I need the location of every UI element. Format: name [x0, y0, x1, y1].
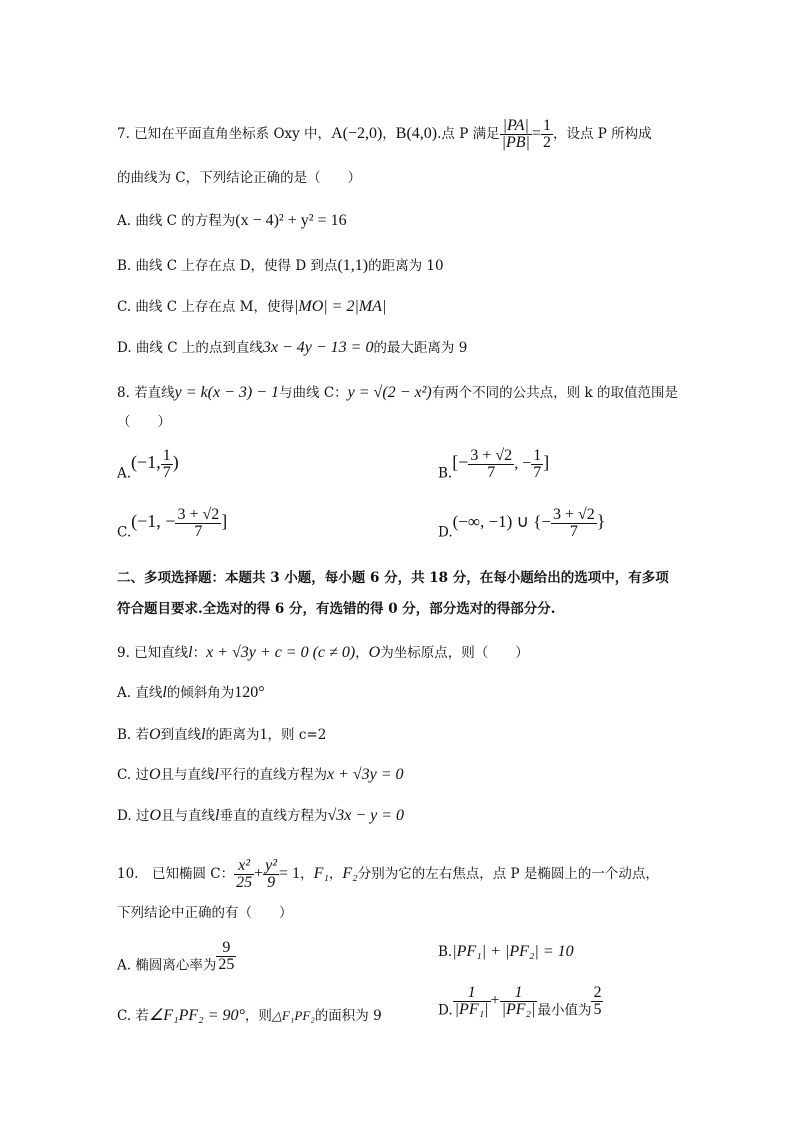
q7-option-b-text: B. 曲线 C 上存在点 D，使得 D 到点 [117, 258, 338, 274]
q7-option-a-text: A. 曲线 C 的方程为 [117, 213, 236, 229]
q7-option-b-math: (1,1) [337, 257, 369, 274]
q9-stem-a: 9. 已知直线 [117, 645, 189, 661]
q7-point-b: B(4,0) [395, 125, 438, 142]
q9-option-a-math: 120° [234, 684, 265, 701]
q10-plus: + [254, 865, 264, 882]
q9-option-a-l: l [162, 684, 167, 701]
q8-option-d-left: (−∞, −1) ∪ {− [452, 512, 551, 531]
q9-option-c-l: l [214, 766, 219, 783]
q9-option-a [117, 685, 265, 701]
q10-y-den: 9 [267, 874, 276, 891]
q7-option-c [117, 299, 386, 315]
q10-option-a-num: 9 [216, 940, 236, 957]
q8-option-b-mid: , − [514, 455, 532, 472]
q8-stem-text-a: 8. 若直线 [117, 385, 175, 401]
q10-stem-line1 [117, 858, 659, 891]
q10-option-c-text: C. 若 [117, 1008, 149, 1024]
q10-stem-text-l2: 下列结论中正确的有（ ） [117, 905, 293, 921]
q7-option-d-math: 3x − 4y − 13 = 0 [262, 339, 374, 356]
q10-option-d-den1: |PF₁| [454, 1001, 489, 1018]
q7-option-a-math: (x − 4)² + y² = 16 [235, 212, 347, 229]
q9-option-d-mid2: 垂直的直线方程为 [219, 808, 328, 824]
q8-stem-line2 [117, 416, 171, 430]
q7-comma: ， [382, 126, 396, 142]
q8-line-math: y = k(x − 3) − 1 [174, 384, 280, 401]
q8-option-b-label: B. [438, 465, 453, 482]
q10-option-c-mid: ，则 [244, 1008, 272, 1024]
q9-option-c-math: x + √3y = 0 [326, 766, 404, 783]
q8-option-c-label: C. [117, 524, 132, 541]
q7-ratio-den: |PB| [501, 134, 530, 151]
q10-f2: F₂ [342, 865, 358, 882]
q10-option-c-tail: 的面积为 9 [314, 1008, 382, 1024]
section2-line2 [117, 603, 556, 617]
q10-y-fraction [263, 858, 279, 891]
q10-option-d-den3: 5 [593, 1001, 602, 1018]
section2-text-l1: 二、多项选择题：本题共 3 小题，每小题 6 分，共 18 分，在每小题给出的选项中，有多项 [117, 570, 669, 586]
q9-option-c [117, 767, 404, 783]
q10-option-b-label: B. [438, 944, 453, 960]
q9-stem-d: 为坐标原点，则（ ） [380, 645, 529, 661]
q9-option-c-text: C. 过 [117, 767, 149, 783]
q9-option-b [117, 727, 326, 743]
q7-option-d-tail: 的最大距离为 9 [373, 340, 468, 356]
q7-option-a [117, 213, 347, 229]
q10-option-b [438, 944, 574, 960]
q10-stem-line2 [117, 907, 293, 921]
q10-option-a-den: 25 [218, 956, 235, 973]
q8-option-c-den: 7 [194, 523, 203, 540]
q8-option-b-fraction [468, 448, 514, 481]
q10-stem-a: 10. 已知椭圆 C： [117, 866, 235, 882]
q8-option-d-den: 7 [569, 523, 578, 540]
q8-option-a [117, 448, 179, 481]
q10-option-d-fraction3 [591, 985, 603, 1018]
q9-option-d-l: l [215, 807, 220, 824]
q10-option-d-fraction2 [500, 985, 538, 1018]
q9-option-d-mid1: 且与直线 [161, 808, 215, 824]
q7-half-num: 1 [542, 117, 551, 134]
q7-option-c-math: |MO| = 2|MA| [293, 298, 387, 315]
q8-option-c-left: (−1, − [131, 511, 176, 531]
q10-option-d-num1: 1 [453, 985, 491, 1002]
q10-option-d-den2: |PF₂| [501, 1001, 536, 1018]
q7-half-den: 2 [542, 134, 551, 151]
q10-option-a-text: A. 椭圆离心率为 [117, 957, 217, 974]
section2-text-l2: 符合题目要求.全选对的得 6 分，有选错的得 0 分，部分选对的得部分分. [117, 601, 556, 617]
q9-stem-b: ： [192, 645, 207, 661]
q10-x-fraction [234, 858, 254, 891]
q8-option-b-left: [− [452, 452, 469, 472]
q7-option-b-tail: 的距离为 10 [368, 258, 444, 274]
q10-option-d-fraction1 [453, 985, 491, 1018]
q8-option-c-fraction [175, 507, 221, 540]
q10-stem-b: ， [300, 866, 314, 882]
q7-stem-text-a: 7. 已知在平面直角坐标系 Oxy 中， [117, 126, 332, 142]
q7-ratio-fraction [500, 118, 532, 151]
q10-option-d-label: D. [438, 1002, 453, 1019]
q10-eq: = 1 [279, 865, 301, 882]
q9-option-c-mid1: 且与直线 [160, 767, 215, 783]
q10-option-b-math: |PF₁| + |PF₂| = 10 [452, 943, 574, 960]
q8-stem-text-c: 有两个不同的公共点，则 k 的取值范围是 [431, 385, 678, 401]
q10-f1: F₁ [313, 865, 329, 882]
q9-eq: x + √3y + c = 0 (c ≠ 0) [206, 644, 356, 661]
q7-option-c-text: C. 曲线 C 上存在点 M，使得 [117, 299, 294, 315]
q8-option-c [117, 507, 227, 540]
q10-x-num: x² [234, 858, 254, 875]
q8-option-d-right: } [596, 511, 606, 531]
q8-option-a-den: 7 [162, 464, 171, 481]
q7-stem-text-l2: 的曲线为 C，下列结论正确的是（ ） [117, 170, 362, 186]
q9-option-a-text: A. 直线 [117, 685, 163, 701]
q10-option-a-fraction [216, 940, 236, 973]
q7-ratio-num: |PA| [500, 118, 532, 135]
q8-option-b [438, 448, 549, 481]
q8-option-a-left: (−1, [131, 452, 161, 472]
q8-option-b-num: 3 + √2 [470, 447, 513, 464]
q9-option-d [117, 808, 404, 824]
q9-option-b-one: 1 [259, 726, 268, 743]
q10-option-c [117, 1008, 382, 1024]
q10-option-c-tri: △F₁PF₂ [271, 1008, 315, 1023]
q8-option-b-num2: 1 [533, 447, 542, 464]
q10-x-den: 25 [236, 874, 253, 891]
q10-option-d-plus: + [490, 992, 500, 1009]
q8-option-d-fraction [551, 507, 597, 540]
q7-stem-text-c: ，设点 P 所构成 [552, 126, 652, 142]
q9-option-a-mid: 的倾斜角为 [166, 685, 235, 701]
q8-option-a-num: 1 [162, 447, 171, 464]
q8-option-c-num: 3 + √2 [177, 506, 220, 523]
q9-option-b-mid1: 到直线 [160, 727, 202, 743]
q9-option-b-mid2: 的距离为 [205, 727, 260, 743]
q8-option-d-label: D. [438, 524, 453, 541]
q10-option-d-num3: 2 [593, 984, 602, 1001]
q10-option-a [117, 940, 236, 973]
q9-l-var: l [188, 644, 193, 661]
q8-option-a-right: ) [172, 452, 179, 472]
q8-stem-text-l2: （ ） [117, 414, 171, 430]
q9-option-b-l: l [201, 726, 206, 743]
q9-stem-c: ， [355, 645, 369, 661]
q7-stem-line1 [117, 118, 652, 151]
q10-y-num: y² [265, 857, 278, 874]
q8-option-b-den: 7 [487, 464, 496, 481]
q9-option-d-o: O [149, 807, 161, 824]
section2-line1 [117, 572, 669, 586]
q7-stem-text-b: .点 P 满足 [437, 126, 500, 142]
q9-option-c-o: O [148, 766, 161, 783]
q9-option-d-math: √3x − y = 0 [327, 807, 405, 824]
q7-stem-line2 [117, 172, 361, 186]
q9-option-d-text: D. 过 [117, 808, 150, 824]
q7-ratio-eq: = [531, 125, 541, 142]
q8-option-b-den2: 7 [533, 464, 542, 481]
q9-option-b-tail: ，则 c=2 [267, 727, 327, 743]
q10-option-d-num2: 1 [500, 985, 538, 1002]
q7-point-a: A(−2,0) [331, 125, 383, 142]
q10-option-d-mid: 最小值为 [537, 1002, 592, 1019]
q8-curve-math: y = √(2 − x²) [347, 384, 432, 401]
q10-option-d [438, 985, 603, 1018]
q8-option-d-num: 3 + √2 [552, 506, 595, 523]
q9-option-b-text: B. 若 [117, 727, 150, 743]
q9-option-b-o: O [149, 726, 161, 743]
q9-option-c-mid2: 平行的直线方程为 [218, 767, 327, 783]
q9-stem [117, 645, 529, 661]
q8-option-d [438, 507, 605, 540]
q8-option-a-label: A. [117, 465, 132, 482]
q8-stem-text-b: 与曲线 C： [279, 385, 348, 401]
q10-option-c-math: ∠F₁PF₂ = 90° [148, 1007, 245, 1024]
q8-option-c-right: ] [221, 511, 228, 531]
q8-option-b-fraction2 [531, 448, 543, 481]
q7-option-d-text: D. 曲线 C 上的点到直线 [117, 340, 263, 356]
q7-option-d [117, 340, 467, 356]
q10-stem-d: 分别为它的左右焦点，点 P 是椭圆上的一个动点， [357, 866, 659, 882]
q9-o-var: O [368, 644, 381, 661]
q8-option-a-fraction [161, 448, 173, 481]
q10-stem-c: ， [328, 866, 343, 882]
q7-option-b [117, 258, 444, 274]
q8-option-b-right: ] [543, 452, 550, 472]
q7-half-fraction [541, 118, 553, 151]
q8-stem-line1 [117, 385, 678, 401]
